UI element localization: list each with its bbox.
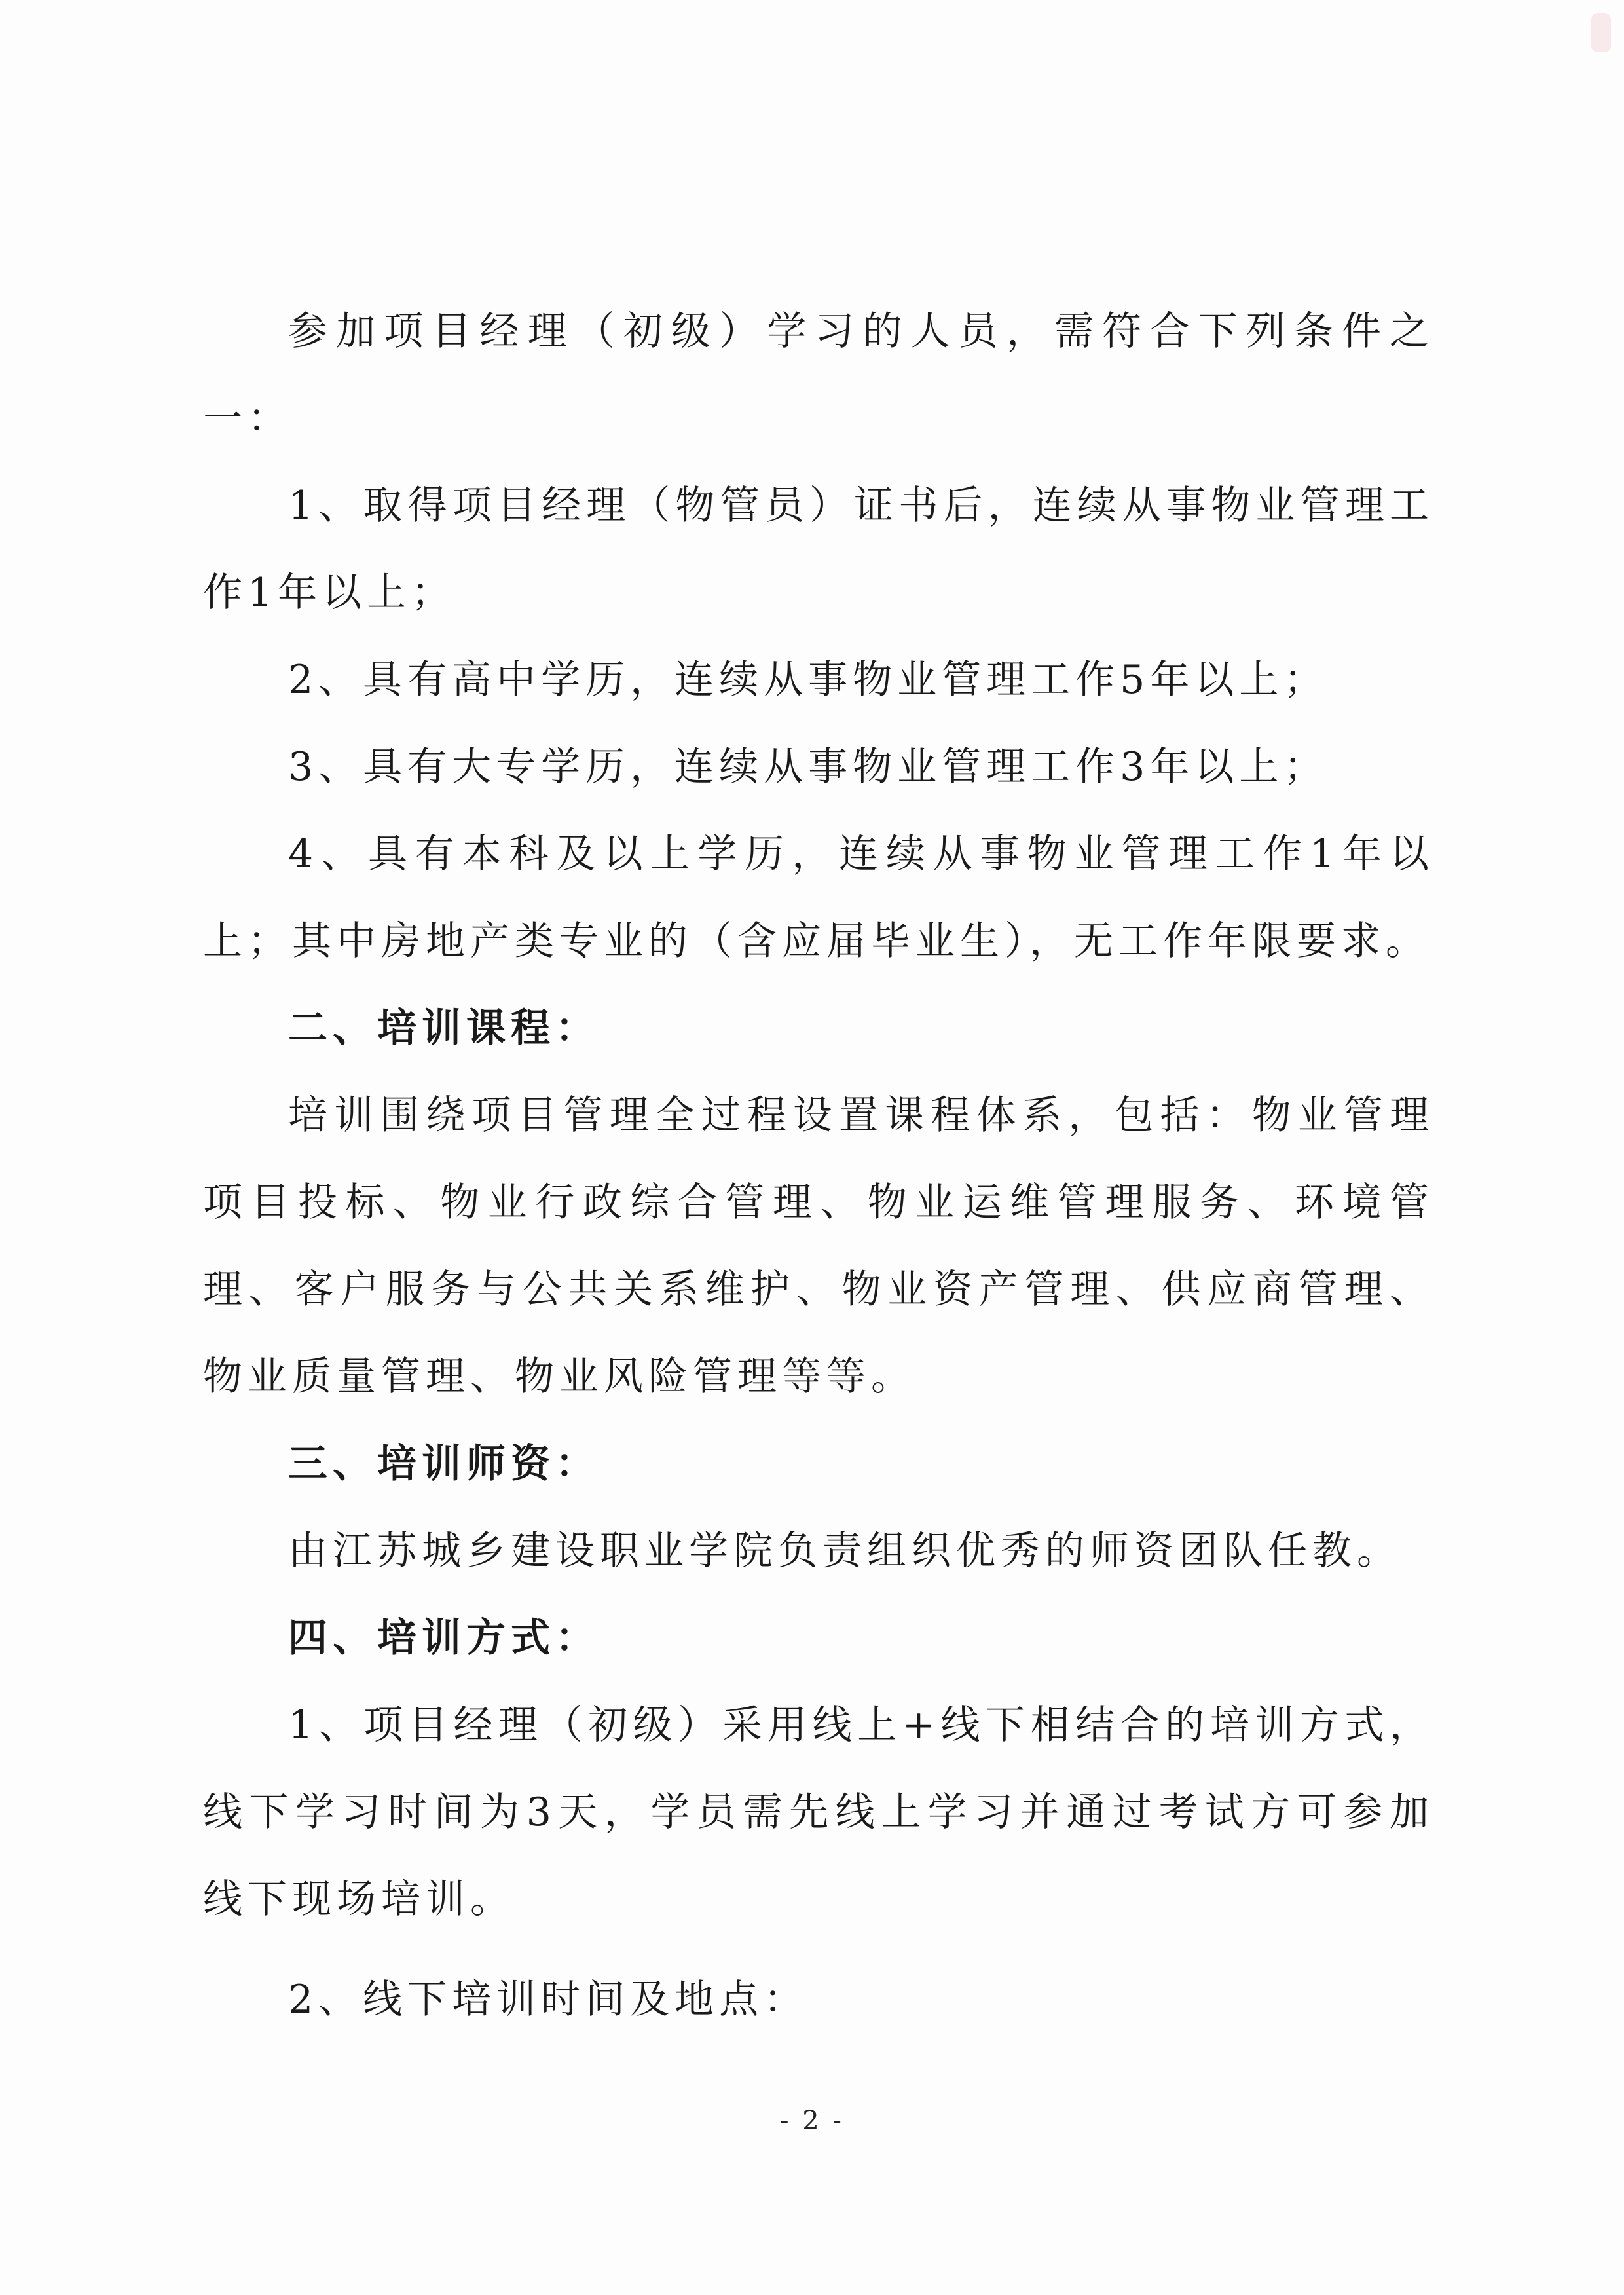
paragraph-condition-3: 3、具有大专学历，连续从事物业管理工作3年以上； bbox=[288, 744, 1329, 790]
paragraph-method-2: 2、线下培训时间及地点： bbox=[288, 1977, 809, 2023]
page-number: - 2 - bbox=[780, 2106, 844, 2136]
paragraph-faculty: 由江苏城乡建设职业学院负责组织优秀的师资团队任教。 bbox=[288, 1528, 1401, 1574]
paragraph-condition-1: 1、取得项目经理（物管员）证书后，连续从事物业管理工作1年以上； bbox=[203, 483, 1434, 616]
heading-training-courses: 二、培训课程： bbox=[288, 1005, 600, 1051]
paragraph-eligibility-intro: 参加项目经理（初级）学习的人员，需符合下列条件之一： bbox=[203, 308, 1434, 441]
document-body bbox=[203, 288, 1434, 2043]
heading-training-faculty: 三、培训师资： bbox=[288, 1441, 600, 1487]
paragraph-spacer bbox=[203, 1943, 1434, 1956]
paragraph-course-system: 培训围绕项目管理全过程设置课程体系，包括：物业管理项目投标、物业行政综合管理、物业运维管理服务、环境管理、客户服务与公共关系维护、物业资产管理、供应商管理、物业质量管理、物业风险管理等等。 bbox=[203, 1092, 1434, 1400]
paragraph-condition-4: 4、具有本科及以上学历，连续从事物业管理工作1年以上；其中房地产类专业的（含应届毕业生），无工作年限要求。 bbox=[203, 831, 1434, 964]
paragraph-condition-2: 2、具有高中学历，连续从事物业管理工作5年以上； bbox=[288, 657, 1329, 703]
paragraph-method-1: 1、项目经理（初级）采用线上+线下相结合的培训方式，线下学习时间为3天，学员需先线上学习并通过考试方可参加线下现场培训。 bbox=[203, 1702, 1434, 1922]
heading-training-method: 四、培训方式： bbox=[288, 1615, 600, 1661]
scan-mark bbox=[1591, 13, 1611, 52]
